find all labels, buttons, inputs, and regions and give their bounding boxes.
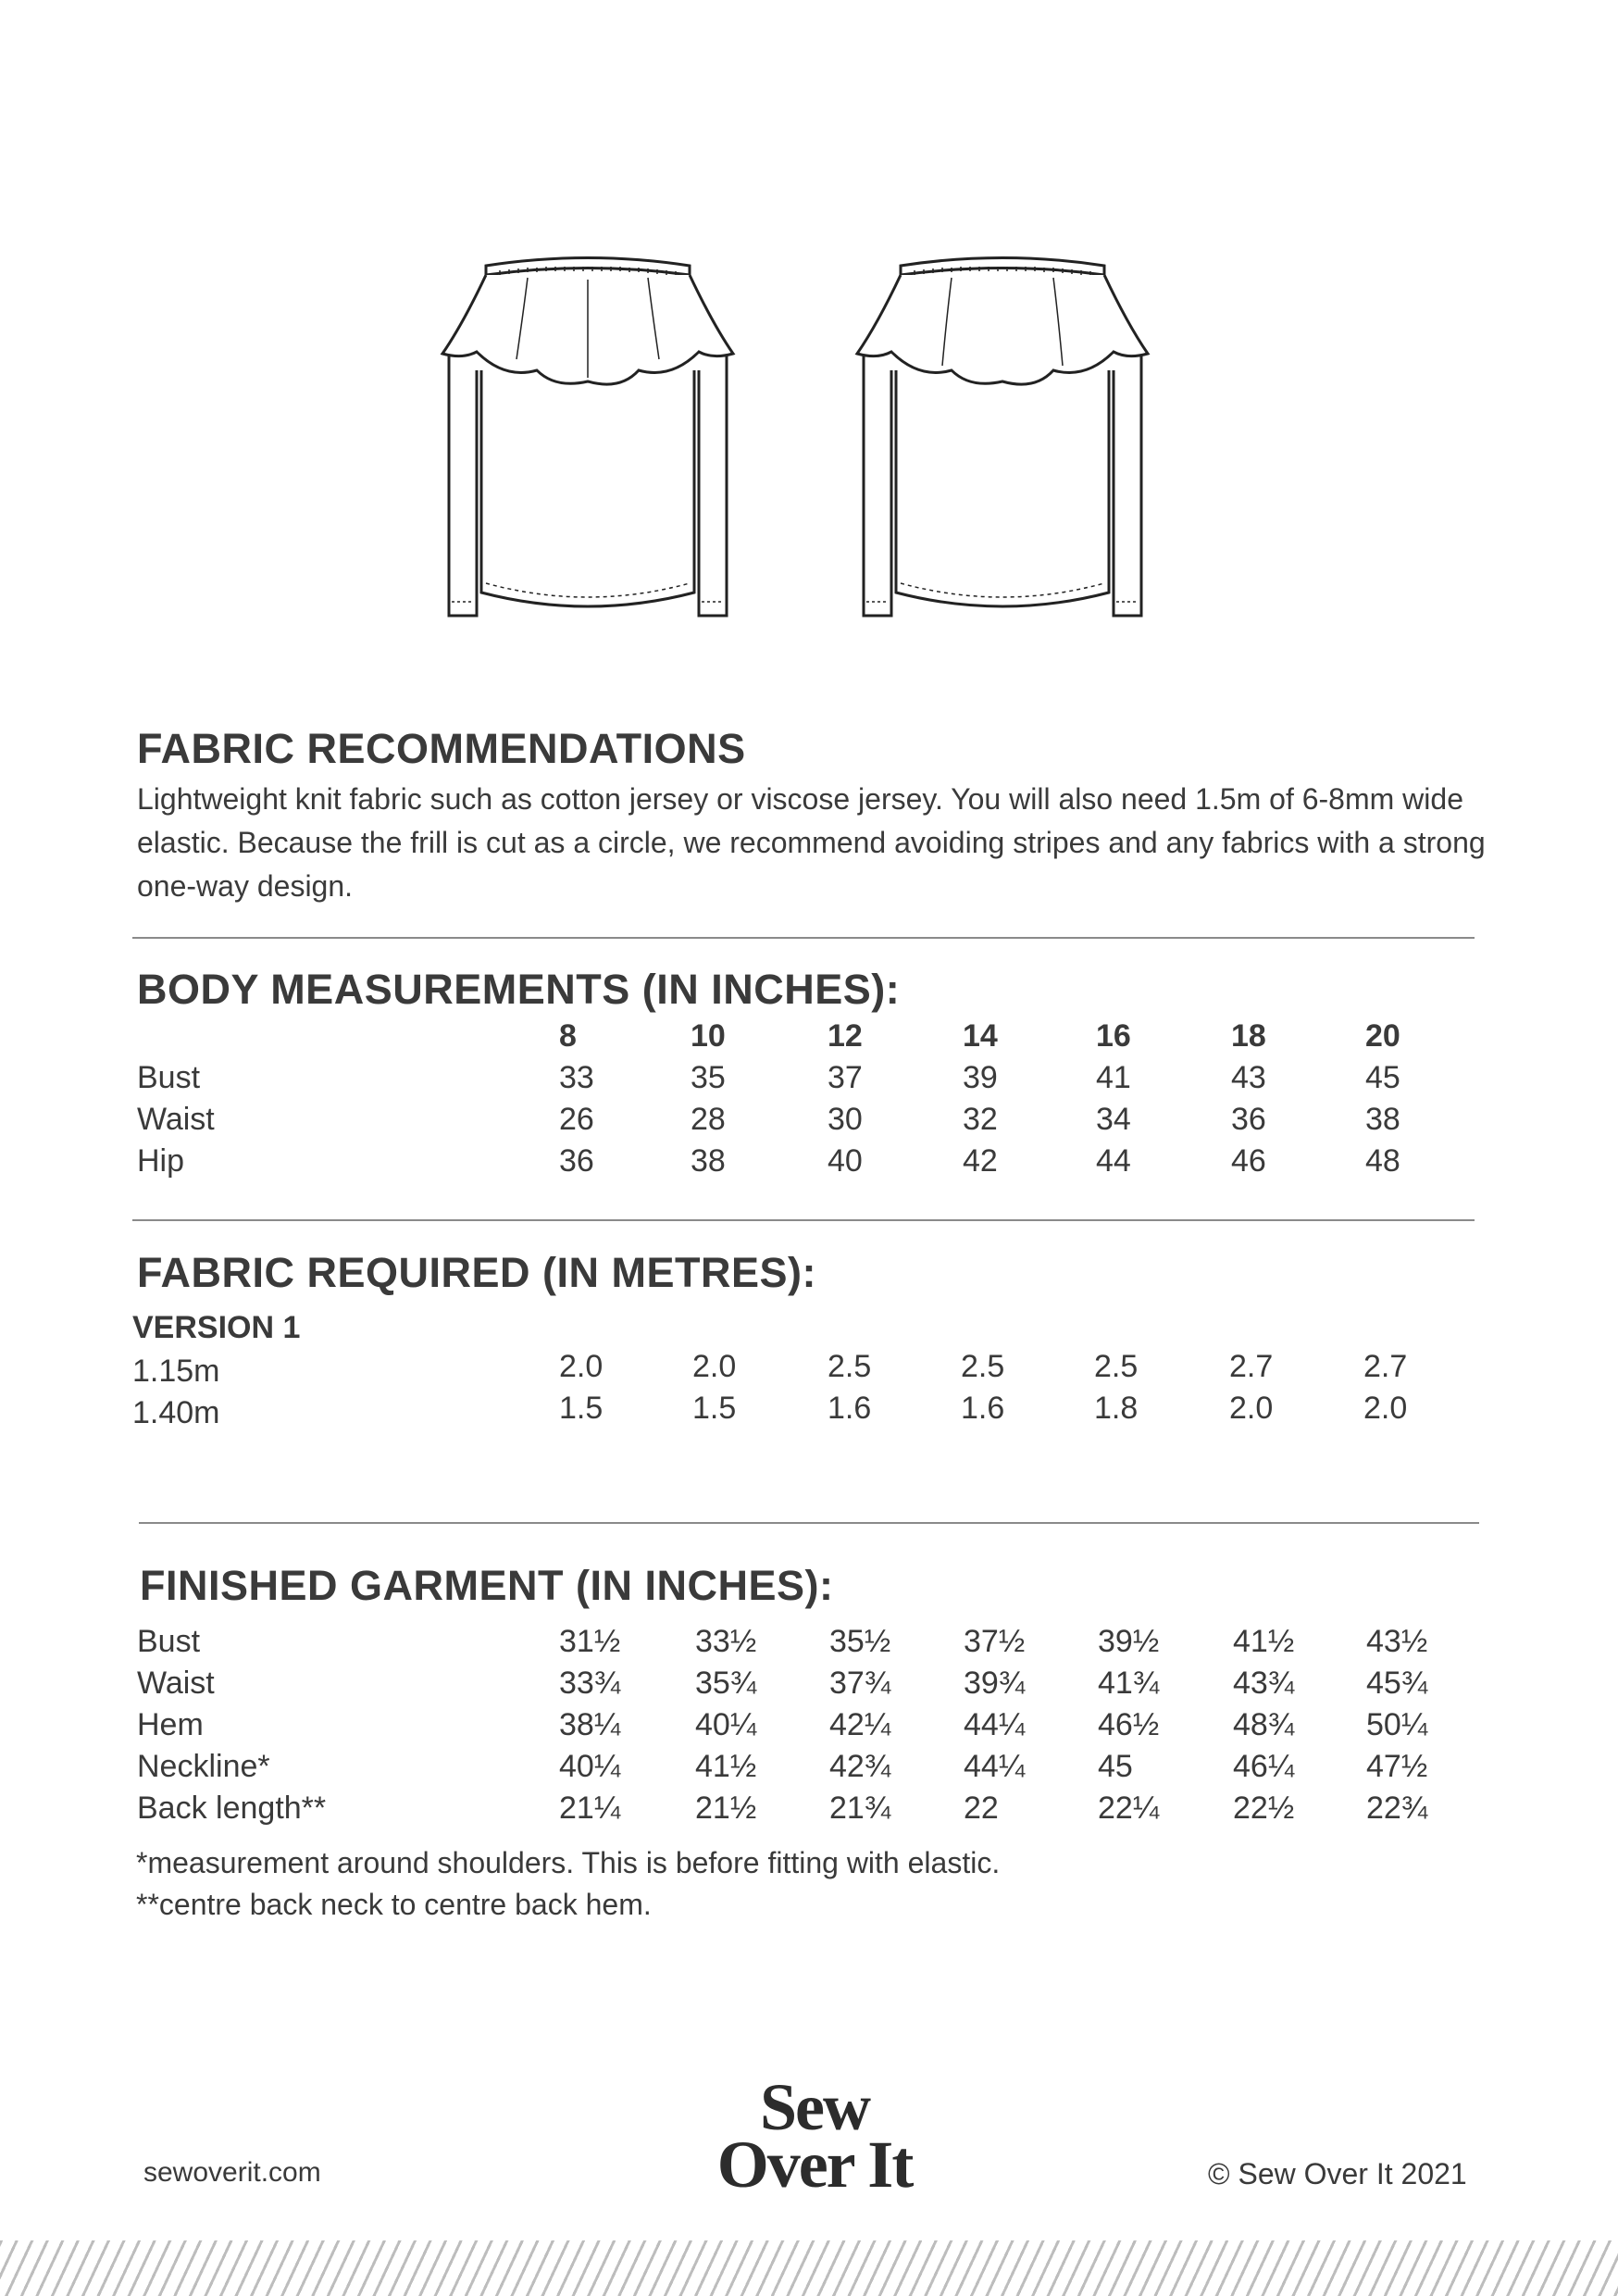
- version-label: VERSION 1: [132, 1310, 301, 1345]
- garment-flats-svg: [435, 250, 1194, 639]
- table-cell: 35: [691, 1060, 726, 1095]
- table-cell: 1.6: [828, 1391, 872, 1426]
- table-cell: 40¼: [695, 1707, 757, 1742]
- table-cell: 44¼: [964, 1707, 1026, 1742]
- row-label: Back length**: [137, 1791, 327, 1826]
- table-cell: 42¾: [829, 1749, 891, 1784]
- fabric-required-heading: FABRIC REQUIRED (IN METRES):: [137, 1249, 816, 1296]
- logo-line: Sew: [760, 2070, 869, 2144]
- fabric-recommendations-text: Lightweight knit fabric such as cotton jersey or viscose jersey. You will also need 1.5m of 6-8mm wide elastic. Because the frill is cut as a circle, we recommend avoiding stripes and any fabrics with a strong one-way design.: [137, 782, 1486, 903]
- table-cell: 41½: [1233, 1624, 1295, 1659]
- divider: [132, 1219, 1475, 1221]
- table-cell: 43: [1231, 1060, 1266, 1095]
- table-cell: 30: [828, 1102, 863, 1137]
- table-cell: 45: [1365, 1060, 1400, 1095]
- garment-flats-illustration: [435, 250, 1194, 639]
- fabric-recommendations-heading: FABRIC RECOMMENDATIONS: [137, 725, 746, 772]
- table-cell: 21½: [695, 1791, 757, 1826]
- row-label: 1.40m: [132, 1395, 220, 1430]
- row-label: Waist: [137, 1666, 215, 1701]
- row-label: Hem: [137, 1707, 204, 1742]
- table-cell: 22¾: [1366, 1791, 1428, 1826]
- back-view-drawing: [857, 258, 1148, 617]
- decorative-hatch-border: [0, 2240, 1618, 2296]
- table-cell: 41: [1096, 1060, 1131, 1095]
- table-cell: 31½: [559, 1624, 621, 1659]
- table-cell: 2.0: [559, 1349, 604, 1384]
- table-cell: 41½: [695, 1749, 757, 1784]
- divider: [139, 1522, 1479, 1524]
- table-cell: 32: [963, 1102, 998, 1137]
- table-cell: 48: [1365, 1143, 1400, 1179]
- table-cell: 26: [559, 1102, 594, 1137]
- size-header: 16: [1096, 1018, 1131, 1054]
- row-label: Hip: [137, 1143, 185, 1179]
- table-cell: 48¾: [1233, 1707, 1295, 1742]
- table-cell: 1.5: [692, 1391, 737, 1426]
- table-cell: 36: [1231, 1102, 1266, 1137]
- table-cell: 1.5: [559, 1391, 604, 1426]
- table-cell: 21¾: [829, 1791, 891, 1826]
- table-cell: 44¼: [964, 1749, 1026, 1784]
- table-cell: 37¾: [829, 1666, 891, 1701]
- table-cell: 38¼: [559, 1707, 621, 1742]
- size-header: 10: [691, 1018, 726, 1054]
- divider: [132, 937, 1475, 939]
- table-cell: 2.0: [1363, 1391, 1408, 1426]
- size-header: 12: [828, 1018, 863, 1054]
- table-cell: 2.0: [692, 1349, 737, 1384]
- website-link[interactable]: sewoverit.com: [143, 2157, 321, 2188]
- table-cell: 2.7: [1229, 1349, 1274, 1384]
- table-cell: 46¼: [1233, 1749, 1295, 1784]
- table-cell: 38: [691, 1143, 726, 1179]
- row-label: Bust: [137, 1624, 201, 1659]
- table-cell: 40¼: [559, 1749, 621, 1784]
- table-cell: 34: [1096, 1102, 1131, 1137]
- table-cell: 2.0: [1229, 1391, 1274, 1426]
- table-cell: 33½: [695, 1624, 757, 1659]
- table-cell: 39: [963, 1060, 998, 1095]
- row-label: Neckline*: [137, 1749, 270, 1784]
- size-header: 14: [963, 1018, 998, 1054]
- table-cell: 22: [964, 1791, 999, 1826]
- table-cell: 33¾: [559, 1666, 621, 1701]
- row-label: Bust: [137, 1060, 201, 1095]
- table-cell: 21¼: [559, 1791, 621, 1826]
- size-header: 18: [1231, 1018, 1266, 1054]
- table-cell: 45¾: [1366, 1666, 1428, 1701]
- row-label: Waist: [137, 1102, 215, 1137]
- table-cell: 42¼: [829, 1707, 891, 1742]
- table-cell: 22¼: [1098, 1791, 1160, 1826]
- table-cell: 35½: [829, 1624, 891, 1659]
- brand-logo: [685, 2070, 944, 2202]
- table-cell: 38: [1365, 1102, 1400, 1137]
- table-cell: 2.7: [1363, 1349, 1408, 1384]
- table-cell: 39½: [1098, 1624, 1160, 1659]
- table-cell: 2.5: [961, 1349, 1005, 1384]
- finished-garment-heading: FINISHED GARMENT (IN INCHES):: [140, 1562, 834, 1609]
- table-cell: 2.5: [828, 1349, 872, 1384]
- front-view-drawing: [442, 258, 733, 617]
- table-cell: 46½: [1098, 1707, 1160, 1742]
- size-header: 20: [1365, 1018, 1400, 1054]
- table-cell: 44: [1096, 1143, 1131, 1179]
- logo-line: Over It: [716, 2128, 913, 2202]
- body-measurements-heading: BODY MEASUREMENTS (IN INCHES):: [137, 966, 901, 1013]
- table-cell: 43½: [1366, 1624, 1428, 1659]
- table-cell: 28: [691, 1102, 726, 1137]
- size-header: 8: [559, 1018, 577, 1054]
- footnote: *measurement around shoulders. This is before fitting with elastic.: [136, 1846, 1001, 1879]
- footnote: **centre back neck to centre back hem.: [136, 1888, 652, 1921]
- table-cell: 46: [1231, 1143, 1266, 1179]
- table-cell: 37: [828, 1060, 863, 1095]
- table-cell: 42: [963, 1143, 998, 1179]
- table-cell: 35¾: [695, 1666, 757, 1701]
- row-label: 1.15m: [132, 1354, 220, 1389]
- table-cell: 50¼: [1366, 1707, 1428, 1742]
- table-cell: 37½: [964, 1624, 1026, 1659]
- table-cell: 1.8: [1094, 1391, 1139, 1426]
- table-cell: 45: [1098, 1749, 1133, 1784]
- table-cell: 1.6: [961, 1391, 1005, 1426]
- table-cell: 33: [559, 1060, 594, 1095]
- table-cell: 36: [559, 1143, 594, 1179]
- copyright-text: © Sew Over It 2021: [1208, 2157, 1467, 2190]
- table-cell: 47½: [1366, 1749, 1428, 1784]
- table-cell: 2.5: [1094, 1349, 1139, 1384]
- table-cell: 39¾: [964, 1666, 1026, 1701]
- table-cell: 43¾: [1233, 1666, 1295, 1701]
- table-cell: 40: [828, 1143, 863, 1179]
- table-cell: 22½: [1233, 1791, 1295, 1826]
- table-cell: 41¾: [1098, 1666, 1160, 1701]
